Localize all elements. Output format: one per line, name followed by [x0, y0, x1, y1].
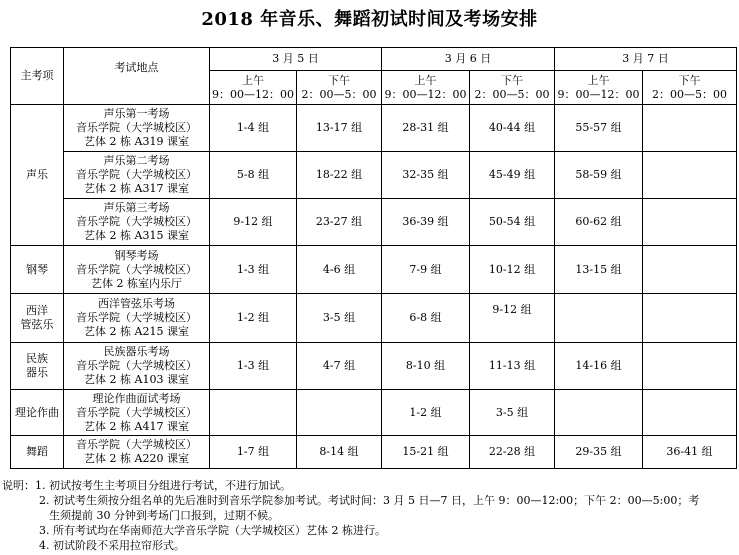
venue-cell: 钢琴考场 音乐学院（大学城校区） 艺体 2 栋室内乐厅	[64, 246, 210, 294]
slot-cell: 1-2 组	[382, 390, 470, 436]
slot-cell: 22-28 组	[470, 436, 555, 469]
slot-cell: 36-39 组	[382, 199, 470, 246]
note-item: 说明：1. 初试按考生主考项目分组进行考试，不进行加试。	[2, 479, 291, 492]
table-row	[11, 294, 737, 343]
notes-section	[2, 478, 739, 553]
notes-label: 说明：	[2, 479, 35, 492]
venue-cell: 理论作曲面试考场 音乐学院（大学城校区） 艺体 2 栋 A417 课室	[64, 390, 210, 436]
slot-cell: 32-35 组	[382, 152, 470, 199]
venue-cell: 声乐第三考场 音乐学院（大学城校区） 艺体 2 栋 A315 课室	[64, 199, 210, 246]
slot-cell: 29-35 组	[555, 436, 643, 469]
slot-cell: 7-9 组	[382, 246, 470, 294]
note-item: 生须提前 30 分钟到考场门口报到，过期不候。	[49, 509, 279, 522]
slot-cell	[643, 390, 737, 436]
major-cell: 民族 器乐	[11, 343, 64, 390]
table-row	[11, 152, 737, 199]
header-session: 下午 2：00—5：00	[643, 71, 737, 105]
header-venue: 考试地点	[64, 48, 210, 105]
slot-cell	[643, 105, 737, 152]
header-session: 下午 2：00—5：00	[470, 71, 555, 105]
table-row	[11, 343, 737, 390]
note-item: 2. 初试考生须按分组名单的先后准时到音乐学院参加考试。考试时间：3 月 5 日—7 日，上午 9：00—12:00；下午 2：00—5:00；考	[39, 494, 700, 507]
slot-cell	[643, 246, 737, 294]
header-date-3: 3 月 7 日	[555, 48, 737, 71]
slot-cell: 23-27 组	[297, 199, 382, 246]
slot-cell: 40-44 组	[470, 105, 555, 152]
slot-cell: 28-31 组	[382, 105, 470, 152]
slot-cell	[555, 390, 643, 436]
slot-cell: 1-3 组	[210, 246, 297, 294]
slot-cell: 15-21 组	[382, 436, 470, 469]
slot-cell	[643, 294, 737, 343]
slot-cell: 5-8 组	[210, 152, 297, 199]
table-row	[11, 390, 737, 436]
slot-cell: 1-2 组	[210, 294, 297, 343]
slot-cell: 1-4 组	[210, 105, 297, 152]
major-cell: 舞蹈	[11, 436, 64, 469]
slot-cell	[297, 390, 382, 436]
slot-cell: 13-15 组	[555, 246, 643, 294]
note-item: 4. 初试阶段不采用拉帘形式。	[39, 539, 185, 552]
slot-cell: 36-41 组	[643, 436, 737, 469]
slot-cell: 3-5 组	[297, 294, 382, 343]
slot-cell: 13-17 组	[297, 105, 382, 152]
slot-cell: 50-54 组	[470, 199, 555, 246]
venue-cell: 民族器乐考场 音乐学院（大学城校区） 艺体 2 栋 A103 课室	[64, 343, 210, 390]
slot-cell: 1-7 组	[210, 436, 297, 469]
header-row-dates	[11, 48, 737, 71]
table-row	[11, 436, 737, 469]
slot-cell: 10-12 组	[470, 246, 555, 294]
major-cell: 钢琴	[11, 246, 64, 294]
header-session: 下午 2：00—5：00	[297, 71, 382, 105]
venue-cell: 声乐第二考场 音乐学院（大学城校区） 艺体 2 栋 A317 课室	[64, 152, 210, 199]
header-date-2: 3 月 6 日	[382, 48, 555, 71]
major-cell: 声乐	[11, 105, 64, 246]
major-cell: 西洋 管弦乐	[11, 294, 64, 343]
schedule-table	[10, 47, 737, 469]
slot-cell: 55-57 组	[555, 105, 643, 152]
header-session: 上午 9：00—12：00	[555, 71, 643, 105]
slot-cell	[643, 199, 737, 246]
slot-cell: 18-22 组	[297, 152, 382, 199]
slot-cell: 8-10 组	[382, 343, 470, 390]
header-session: 上午 9：00—12：00	[210, 71, 297, 105]
venue-cell: 声乐第一考场 音乐学院（大学城校区） 艺体 2 栋 A319 课室	[64, 105, 210, 152]
slot-cell: 60-62 组	[555, 199, 643, 246]
slot-cell: 8-14 组	[297, 436, 382, 469]
note-item: 3. 所有考试均在华南师范大学音乐学院（大学城校区）艺体 2 栋进行。	[39, 524, 386, 537]
header-date-1: 3 月 5 日	[210, 48, 382, 71]
slot-cell: 4-7 组	[297, 343, 382, 390]
slot-cell: 4-6 组	[297, 246, 382, 294]
major-cell: 理论作曲	[11, 390, 64, 436]
slot-cell: 45-49 组	[470, 152, 555, 199]
header-session: 上午 9：00—12：00	[382, 71, 470, 105]
slot-cell: 14-16 组	[555, 343, 643, 390]
slot-cell: 11-13 组	[470, 343, 555, 390]
table-row	[11, 105, 737, 152]
slot-cell: 6-8 组	[382, 294, 470, 343]
venue-cell: 西洋管弦乐考场 音乐学院（大学城校区） 艺体 2 栋 A215 课室	[64, 294, 210, 343]
header-major: 主考项	[11, 48, 64, 105]
slot-cell: 9-12 组	[470, 294, 555, 343]
slot-cell	[643, 343, 737, 390]
slot-cell	[210, 390, 297, 436]
page-title: 2018 年音乐、舞蹈初试时间及考场安排	[201, 9, 538, 30]
slot-cell: 58-59 组	[555, 152, 643, 199]
slot-cell	[555, 294, 643, 343]
table-row	[11, 199, 737, 246]
slot-cell: 3-5 组	[470, 390, 555, 436]
slot-cell: 9-12 组	[210, 199, 297, 246]
venue-cell: 音乐学院（大学城校区） 艺体 2 栋 A220 课室	[64, 436, 210, 469]
table-row	[11, 246, 737, 294]
slot-cell	[643, 152, 737, 199]
slot-cell: 1-3 组	[210, 343, 297, 390]
